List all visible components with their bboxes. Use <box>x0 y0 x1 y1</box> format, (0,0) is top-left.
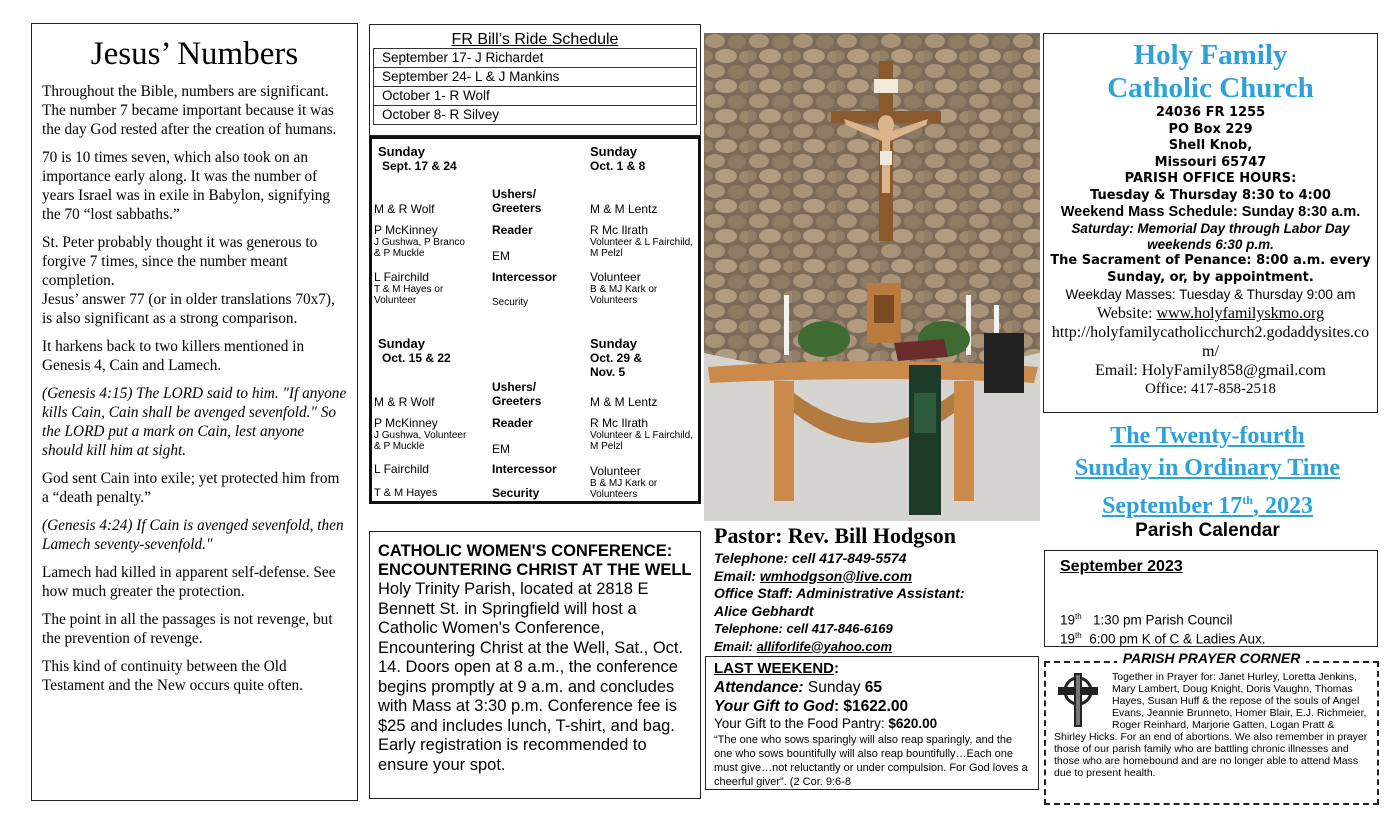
article-paragraph: It harkens back to two killers mentioned in Genesis 4, Cain and Lamech. <box>42 338 305 374</box>
block2-left-head: Sunday Oct. 15 & 22 <box>378 336 451 365</box>
calendar-event: 19th 6:00 pm K of C & Ladies Aux. <box>1060 630 1266 646</box>
pastor-name: Pastor: Rev. Bill Hodgson <box>714 523 957 548</box>
role-security: Security <box>492 297 529 308</box>
calendar-month: September 2023 <box>1060 558 1183 575</box>
attendance-line: Attendance: Sunday 65 <box>714 679 883 696</box>
staff-telephone: Telephone: cell 417-846-6169 <box>714 621 893 636</box>
article-paragraph: 70 is 10 times seven, which also took on an importance early along. It was the number of years Israel was in exile in Babylon, signifying the 70 “lost sabbaths.” <box>42 149 331 223</box>
church-name-line1: Holy Family <box>1133 39 1288 71</box>
website-link[interactable]: www.holyfamilyskmo.org <box>1156 305 1325 322</box>
womens-conference-notice <box>369 531 701 799</box>
article-paragraph: Jesus’ answer 77 (or in older translations 70x7), is also significant as a strong comparison. <box>42 291 335 327</box>
church-office-phone: Office: 417-858-2518 <box>1145 381 1276 397</box>
role-em: EM <box>492 249 510 263</box>
pastor-info <box>714 522 1039 655</box>
block2-l3b: T & M Hayes <box>374 487 438 499</box>
staff-name: Alice Gebhardt <box>714 602 814 619</box>
parish-calendar <box>1044 550 1378 647</box>
block2-l1: M & R Wolf <box>374 395 435 409</box>
office-hours-title: PARISH OFFICE HOURS: <box>1124 171 1297 186</box>
office-hours: Tuesday & Thursday 8:30 to 4:00 <box>1090 187 1331 203</box>
ride-row: September 17- J Richardet <box>373 48 697 68</box>
block2-right-head: Sunday Oct. 29 & Nov. 5 <box>590 336 643 379</box>
block2-r2: R Mc Ilrath Volunteer & L Fairchild, M Pelzl <box>590 416 694 452</box>
parish-calendar-title: Parish Calendar <box>1135 520 1280 541</box>
staff-line: Office Staff: Administrative Assistant: <box>714 585 965 601</box>
role-ushers: Ushers/ Greeters <box>492 380 542 408</box>
block1-right-head: Sunday Oct. 1 & 8 <box>590 144 646 173</box>
jesus-numbers-article <box>31 23 358 801</box>
block1-r1: M & M Lentz <box>590 202 658 216</box>
saturday-mass: Saturday: Memorial Day through Labor Day weekends 6:30 p.m. <box>1071 221 1350 252</box>
calendar-event: 19th 1:30 pm Parish Council <box>1060 612 1233 628</box>
liturgical-date: September 17th, 2023 <box>1102 493 1313 519</box>
altar-crucifix-photo <box>704 33 1040 521</box>
block1-r2: R Mc Ilrath Volunteer & L Fairchild, M Pelzl <box>590 223 694 259</box>
last-weekend-heading: LAST WEEKEND: <box>714 660 839 677</box>
article-paragraph: Lamech had killed in apparent self-defense. See how much greater the protection. <box>42 564 336 600</box>
church-email: Email: HolyFamily858@gmail.com <box>1095 362 1326 379</box>
block1-l2: P McKinney J Gushwa, P Branco & P Muckle <box>374 223 465 259</box>
role-em: EM <box>492 442 510 456</box>
article-paragraph: God sent Cain into exile; yet protected him from a “death penalty.” <box>42 470 340 506</box>
role-reader: Reader <box>492 223 533 237</box>
conference-body: Holy Trinity Parish, located at 2818 E Bennett St. in Springfield will host a Catholic Women's Conference, Encountering Christ at the Well, Sat., Oct. 14. Doors open at 8 a.m., the conference begins promptly at 9 a.m. and concludes with Mass at 3:30 p.m. Conference fee is $25 and includes lunch, T-shirt, and bag. Early registration is recommended to ensure your spot. <box>378 580 684 774</box>
ride-schedule-title: FR Bill’s Ride Schedule <box>451 31 619 48</box>
staff-email-line: Email: alliforlife@yahoo.com <box>714 638 893 654</box>
church-info <box>1043 33 1378 413</box>
prayer-corner <box>1044 661 1379 805</box>
ride-row: October 1- R Wolf <box>373 86 697 106</box>
penance: The Sacrament of Penance: 8:00 a.m. every Sunday, or, by appointment. <box>1050 253 1371 285</box>
liturgical-title <box>1045 420 1370 522</box>
address-line: Shell Knob, <box>1168 138 1253 153</box>
prayer-corner-title: PARISH PRAYER CORNER <box>1044 650 1379 666</box>
article-quote: (Genesis 4:15) The LORD said to him. "If anyone kills Cain, Cain shall be avenged sevenfold." So the LORD put a mark on Cain, lest anyone should kill him at sight. <box>42 385 347 459</box>
address-line: 24036 FR 1255 <box>1155 105 1266 120</box>
block1-l1: M & R Wolf <box>374 202 435 216</box>
article-quote: (Genesis 4:24) If Cain is avenged sevenfold, then Lamech seventy-sevenfold." <box>42 517 344 553</box>
block2-l2: P McKinney J Gushwa, Volunteer & P Muckle <box>374 416 467 452</box>
celtic-cross-icon <box>1054 671 1102 729</box>
altar-photo-illustration <box>704 33 1040 521</box>
article-paragraph: This kind of continuity between the Old Testament and the New occurs quite often. <box>42 658 304 694</box>
article-paragraph: The point in all the passages is not revenge, but the prevention of revenge. <box>42 611 333 647</box>
role-intercessor: Intercessor <box>492 270 557 284</box>
liturgical-line2: Sunday in Ordinary Time <box>1074 455 1341 481</box>
address-line: PO Box 229 <box>1168 121 1253 137</box>
ride-row: September 24- L & J Mankins <box>373 67 697 87</box>
liturgical-line1: The Twenty-fourth <box>1110 423 1305 449</box>
pastor-email-line: Email: wmhodgson@live.com <box>714 567 913 584</box>
ride-schedule <box>369 24 701 136</box>
pantry-line: Your Gift to the Food Pantry: $620.00 <box>714 716 938 731</box>
pastor-email-link[interactable]: wmhodgson@live.com <box>759 567 913 584</box>
website-line: Website: www.holyfamilyskmo.org <box>1096 305 1325 322</box>
block2-r1: M & M Lentz <box>590 395 658 409</box>
block1-left-head: Sunday Sept. 17 & 24 <box>378 144 457 173</box>
article-paragraph: St. Peter probably thought it was generous to forgive 7 times, since the number meant completion. <box>42 234 318 289</box>
role-intercessor: Intercessor <box>492 462 557 476</box>
block1-r3: Volunteer B & MJ Kark or Volunteers <box>590 270 658 306</box>
article-title: Jesus’ Numbers <box>90 36 299 72</box>
website2-link[interactable]: http://holyfamilycatholicchurch2.godaddysites.com/ <box>1051 324 1370 360</box>
scripture-quote: “The one who sows sparingly will also reap sparingly, and the one who sows bountifully will also reap bountifully…Each one must give…not reluctantly or under compulsion. For God loves a cheerful giver”. (2 Cor. 9:6-8 <box>714 734 1028 788</box>
article-paragraph: Throughout the Bible, numbers are significant. The number 7 became important because it was the day God rested after the creation of humans. <box>42 83 337 138</box>
pastor-telephone: Telephone: cell 417-849-5574 <box>714 550 907 566</box>
gift-line: Your Gift to God: $1622.00 <box>714 698 909 715</box>
role-ushers: Ushers/ Greeters <box>492 187 542 215</box>
block2-l3a: L Fairchild <box>374 462 429 476</box>
block1-l3: L Fairchild T & M Hayes or Volunteer <box>374 270 444 306</box>
block2-r3: Volunteer B & MJ Kark or Volunteers <box>590 464 658 500</box>
ministry-schedule <box>369 136 701 504</box>
church-name-line2: Catholic Church <box>1107 72 1314 104</box>
role-security: Security <box>492 486 540 500</box>
conference-heading: CATHOLIC WOMEN'S CONFERENCE: ENCOUNTERING CHRIST AT THE WELL <box>378 542 692 579</box>
weekend-mass: Weekend Mass Schedule: Sunday 8:30 a.m. <box>1060 204 1361 220</box>
ride-row: October 8- R Silvey <box>373 105 697 125</box>
address-line: Missouri 65747 <box>1154 154 1267 170</box>
role-reader: Reader <box>492 416 533 430</box>
weekday-masses: Weekday Masses: Tuesday & Thursday 9:00 am <box>1065 287 1356 302</box>
last-weekend-box <box>705 656 1039 790</box>
prayer-text: Together in Prayer for: Janet Hurley, Loretta Jenkins, Mary Lambert, Doug Knight, Doris Vaughn, Thomas Hayes, Susan Huff & the repose of the souls of Angel Evans, Jeannie Brunneto, Homer Blair, E.J. Richmeier, Roger Reinhard, Marjorie Gatten, Logan Pratt & Shirley Hicks. For an end of abortions. We also remember in prayer those of our parish family who are battling chronic illnesses and those who are homebound and are no longer able to attend Mass due to present health. <box>1054 671 1368 779</box>
staff-email-link[interactable]: alliforlife@yahoo.com <box>756 638 893 654</box>
